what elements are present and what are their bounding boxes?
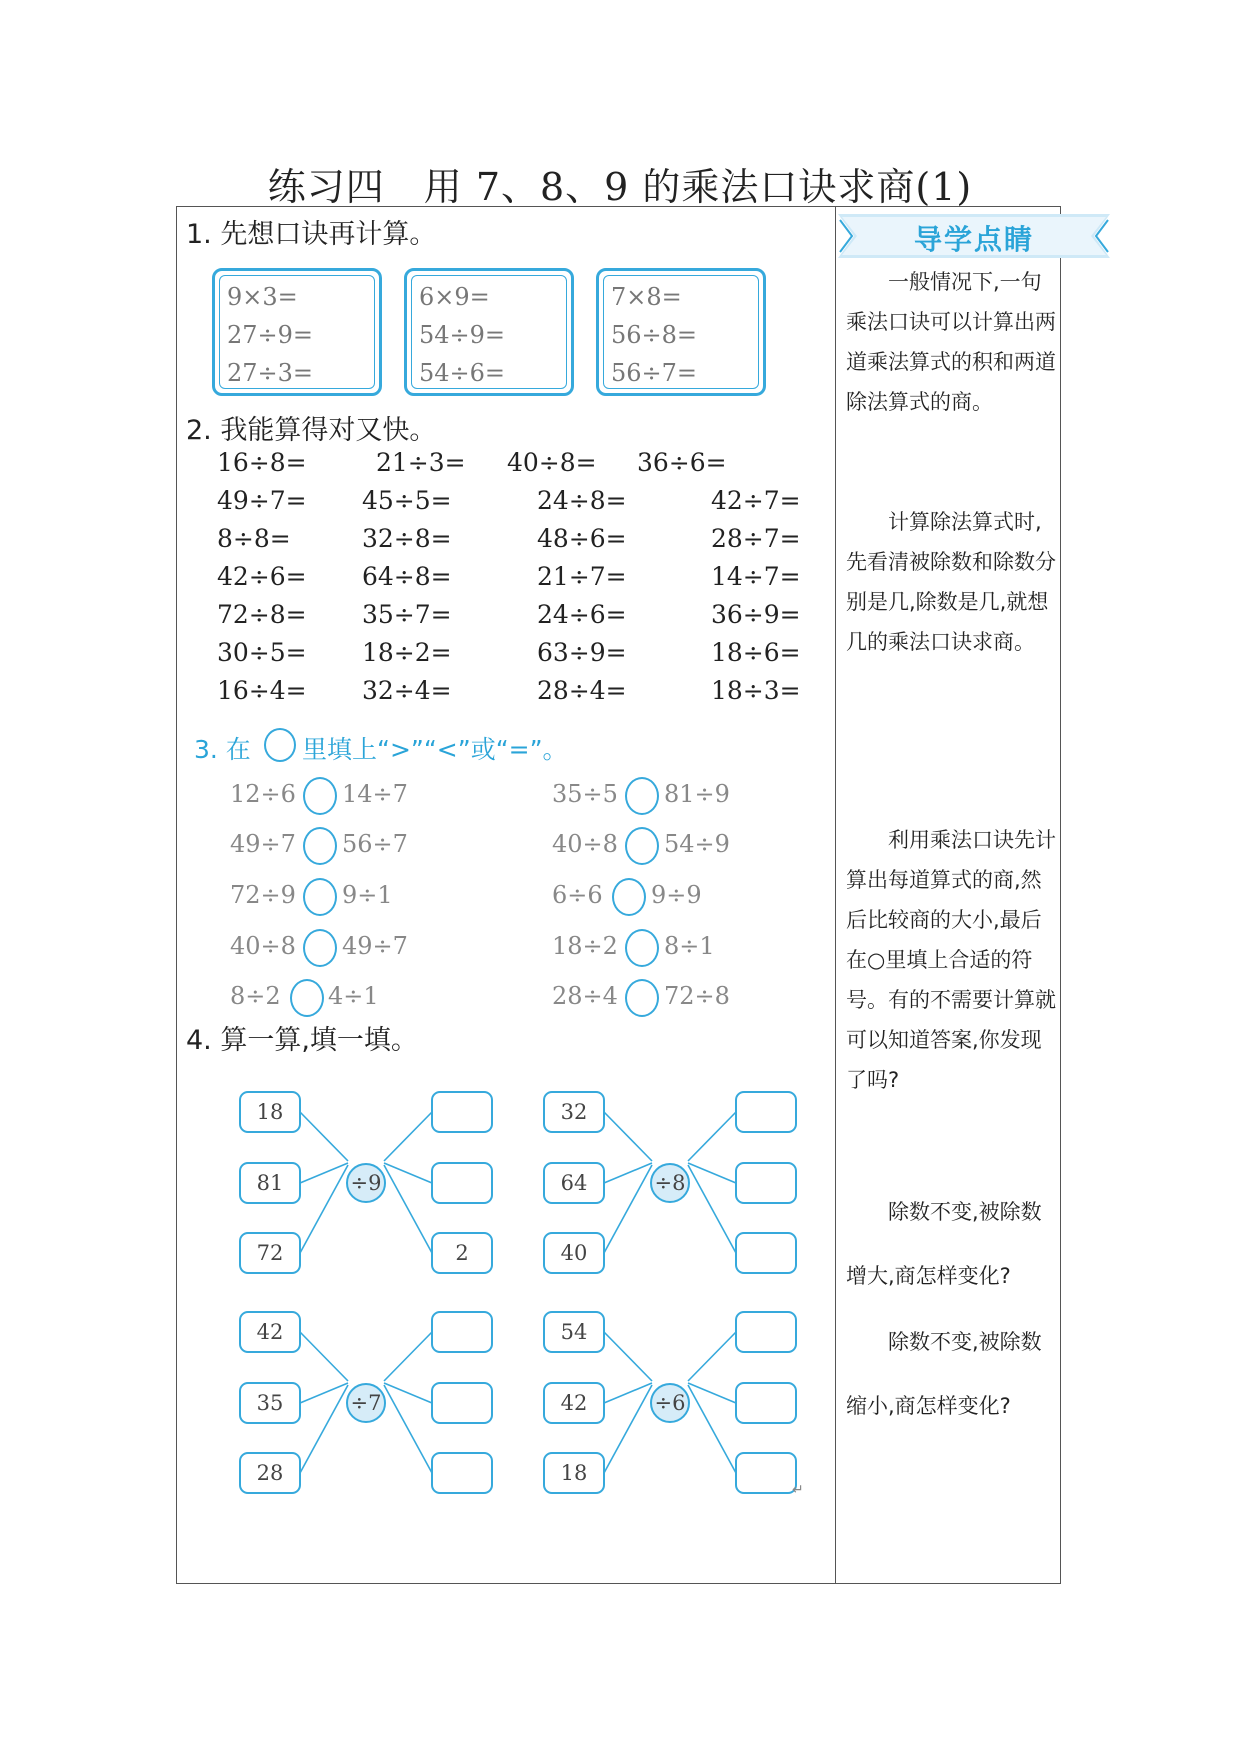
division-expression: 24÷6= bbox=[537, 600, 627, 629]
answer-box bbox=[736, 1233, 796, 1273]
division-expression: 45÷5= bbox=[362, 486, 452, 515]
tip-text: 增大,商怎样变化? bbox=[846, 1264, 1011, 1288]
answer-number: 2 bbox=[455, 1241, 469, 1265]
operator-label: ÷9 bbox=[350, 1171, 382, 1195]
connector-line bbox=[300, 1163, 348, 1183]
connector-line bbox=[300, 1112, 348, 1161]
box-line: 7×8= bbox=[611, 283, 682, 311]
connector-line bbox=[384, 1163, 432, 1183]
compare-left-expr: 49÷7 bbox=[230, 830, 296, 858]
division-expression: 36÷6= bbox=[637, 448, 727, 477]
answer-box bbox=[736, 1163, 796, 1203]
compare-right-expr: 9÷1 bbox=[342, 881, 393, 909]
section3-heading-suffix: 里填上“>”“<”或“=”。 bbox=[302, 735, 568, 764]
answer-box bbox=[432, 1092, 492, 1132]
return-mark: ↵ bbox=[792, 1482, 804, 1498]
division-expression: 32÷4= bbox=[362, 676, 452, 705]
division-expression: 36÷9= bbox=[711, 600, 801, 629]
division-expression: 30÷5= bbox=[217, 638, 307, 667]
division-expression: 32÷8= bbox=[362, 524, 452, 553]
division-expression: 42÷7= bbox=[711, 486, 801, 515]
compare-left-expr: 18÷2 bbox=[552, 932, 618, 960]
tip-text: 除数不变,被除数 bbox=[888, 1200, 1042, 1224]
division-expression: 28÷7= bbox=[711, 524, 801, 553]
connector-line bbox=[604, 1165, 652, 1253]
box-line: 9×3= bbox=[227, 283, 298, 311]
box-line: 56÷8= bbox=[611, 321, 698, 349]
compare-right-expr: 14÷7 bbox=[342, 780, 408, 808]
division-expression: 16÷8= bbox=[217, 448, 307, 477]
connector-line bbox=[604, 1332, 652, 1381]
connector-line bbox=[300, 1332, 348, 1381]
division-expression: 49÷7= bbox=[217, 486, 307, 515]
compare-left-expr: 40÷8 bbox=[230, 932, 296, 960]
connector-line bbox=[300, 1165, 348, 1253]
input-number: 28 bbox=[256, 1461, 284, 1485]
connector-line bbox=[688, 1112, 736, 1161]
connector-line bbox=[688, 1332, 736, 1381]
answer-box bbox=[432, 1312, 492, 1352]
section1-heading: 1. 先想口诀再计算。 bbox=[186, 219, 437, 250]
section3-heading-prefix: 3. 在 bbox=[194, 735, 251, 764]
compare-left-expr: 8÷2 bbox=[230, 982, 281, 1010]
division-expression: 72÷8= bbox=[217, 600, 307, 629]
connector-line bbox=[300, 1383, 348, 1403]
compare-left-expr: 6÷6 bbox=[552, 881, 603, 909]
connector-line bbox=[688, 1383, 736, 1403]
division-expression: 42÷6= bbox=[217, 562, 307, 591]
connector-line bbox=[384, 1383, 432, 1403]
box-line: 56÷7= bbox=[611, 359, 698, 387]
division-expression: 18÷6= bbox=[711, 638, 801, 667]
input-number: 35 bbox=[256, 1391, 284, 1415]
connector-line bbox=[604, 1112, 652, 1161]
operator-label: ÷8 bbox=[654, 1171, 686, 1195]
answer-box bbox=[432, 1163, 492, 1203]
connector-line bbox=[604, 1163, 652, 1183]
division-expression: 48÷6= bbox=[537, 524, 627, 553]
box-line: 27÷9= bbox=[227, 321, 314, 349]
connector-line bbox=[384, 1165, 432, 1253]
input-number: 42 bbox=[560, 1391, 588, 1415]
division-expression: 40÷8= bbox=[507, 448, 597, 477]
compare-right-expr: 49÷7 bbox=[342, 932, 408, 960]
box-line: 6×9= bbox=[419, 283, 490, 311]
compare-left-expr: 40÷8 bbox=[552, 830, 618, 858]
input-number: 81 bbox=[256, 1171, 284, 1195]
section2-heading: 2. 我能算得对又快。 bbox=[186, 415, 437, 446]
compare-left-expr: 72÷9 bbox=[230, 881, 296, 909]
division-expression: 21÷3= bbox=[376, 448, 466, 477]
box-line: 54÷6= bbox=[419, 359, 506, 387]
compare-left-expr: 35÷5 bbox=[552, 780, 618, 808]
compare-right-expr: 9÷9 bbox=[651, 881, 702, 909]
connector-line bbox=[688, 1165, 736, 1253]
compare-right-expr: 72÷8 bbox=[664, 982, 730, 1010]
connector-line bbox=[300, 1385, 348, 1473]
answer-box bbox=[432, 1453, 492, 1493]
input-number: 40 bbox=[560, 1241, 588, 1265]
division-expression: 24÷8= bbox=[537, 486, 627, 515]
tip-text: 除数不变,被除数 bbox=[888, 1330, 1042, 1354]
division-expression: 28÷4= bbox=[537, 676, 627, 705]
connector-line bbox=[688, 1163, 736, 1183]
compare-right-expr: 8÷1 bbox=[664, 932, 715, 960]
division-expression: 64÷8= bbox=[362, 562, 452, 591]
compare-left-expr: 28÷4 bbox=[552, 982, 618, 1010]
division-expression: 16÷4= bbox=[217, 676, 307, 705]
connector-line bbox=[604, 1383, 652, 1403]
compare-right-expr: 4÷1 bbox=[328, 982, 379, 1010]
division-expression: 35÷7= bbox=[362, 600, 452, 629]
section4-heading: 4. 算一算,填一填。 bbox=[186, 1025, 418, 1056]
input-number: 32 bbox=[560, 1100, 588, 1124]
tip-text: 计算除法算式时,先看清被除数和除数分别是几,除数是几,就想几的乘法口诀求商。 bbox=[846, 510, 1056, 654]
input-number: 64 bbox=[560, 1171, 588, 1195]
answer-box bbox=[432, 1383, 492, 1423]
answer-box bbox=[736, 1383, 796, 1423]
box-line: 27÷3= bbox=[227, 359, 314, 387]
input-number: 18 bbox=[560, 1461, 588, 1485]
connector-line bbox=[384, 1112, 432, 1161]
compare-right-expr: 54÷9 bbox=[664, 830, 730, 858]
tip-text: 缩小,商怎样变化? bbox=[846, 1394, 1011, 1418]
tip-text: 一般情况下,一句乘法口诀可以计算出两道乘法算式的积和两道除法算式的商。 bbox=[846, 270, 1056, 414]
connector-line bbox=[384, 1385, 432, 1473]
input-number: 72 bbox=[256, 1241, 284, 1265]
tip-text: 利用乘法口诀先计算出每道算式的商,然后比较商的大小,最后在○里填上合适的符号。有的不需要计算就可以知道答案,你发现了吗? bbox=[846, 828, 1056, 1092]
operator-label: ÷7 bbox=[350, 1391, 382, 1415]
division-expression: 18÷3= bbox=[711, 676, 801, 705]
connector-line bbox=[688, 1385, 736, 1473]
division-expression: 8÷8= bbox=[217, 524, 291, 553]
compare-right-expr: 56÷7 bbox=[342, 830, 408, 858]
operator-label: ÷6 bbox=[654, 1391, 686, 1415]
compare-right-expr: 81÷9 bbox=[664, 780, 730, 808]
division-expression: 63÷9= bbox=[537, 638, 627, 667]
page-title: 练习四 用 7、8、9 的乘法口诀求商(1) bbox=[267, 165, 973, 209]
answer-box bbox=[736, 1453, 796, 1493]
division-expression: 14÷7= bbox=[711, 562, 801, 591]
division-expression: 21÷7= bbox=[537, 562, 627, 591]
input-number: 54 bbox=[560, 1320, 588, 1344]
box-line: 54÷9= bbox=[419, 321, 506, 349]
tip-title: 导学点睛 bbox=[913, 223, 1034, 256]
input-number: 42 bbox=[256, 1320, 284, 1344]
input-number: 18 bbox=[256, 1100, 284, 1124]
answer-box bbox=[736, 1092, 796, 1132]
connector-line bbox=[604, 1385, 652, 1473]
connector-line bbox=[384, 1332, 432, 1381]
tip-banner bbox=[838, 214, 1110, 258]
compare-left-expr: 12÷6 bbox=[230, 780, 296, 808]
division-expression: 18÷2= bbox=[362, 638, 452, 667]
answer-box bbox=[736, 1312, 796, 1352]
